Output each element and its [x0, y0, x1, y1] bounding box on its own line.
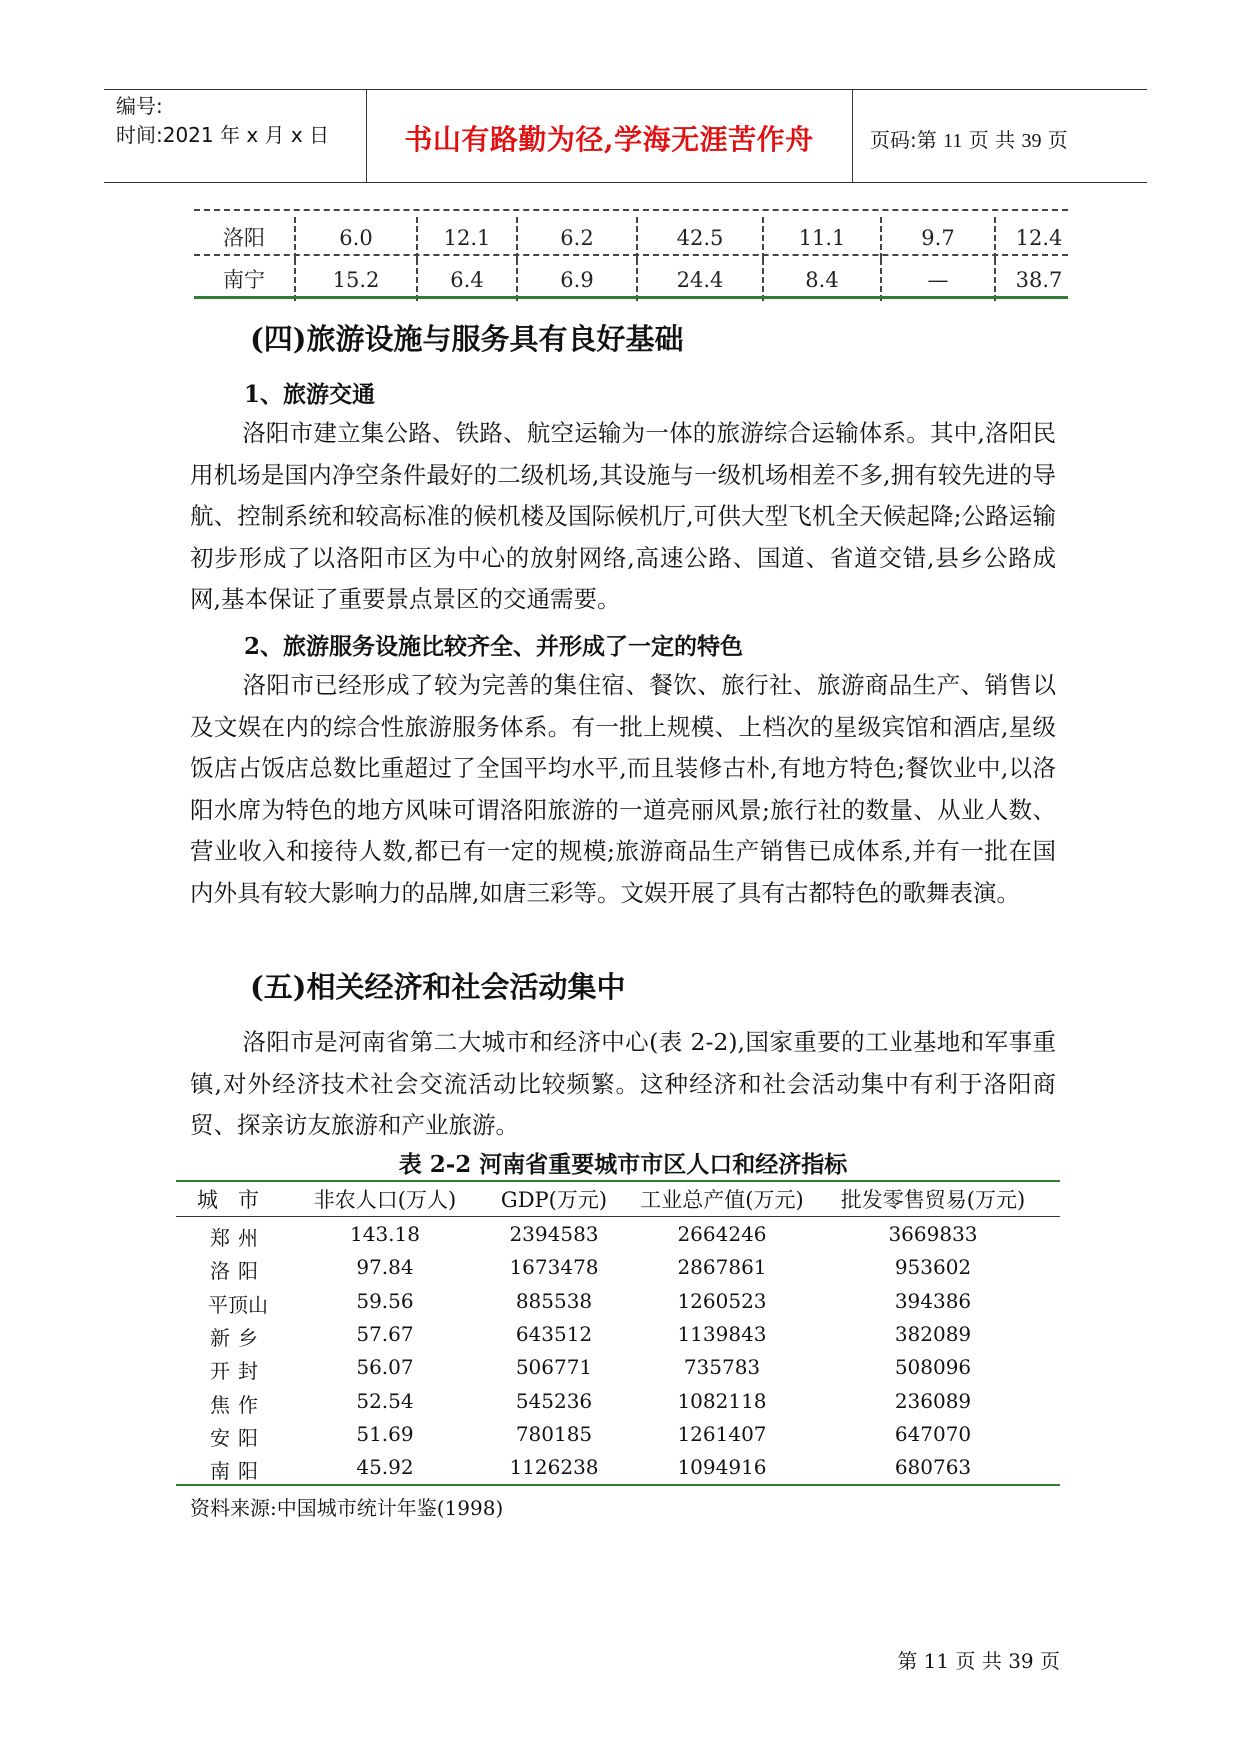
- prev-table-cell: 11.1: [762, 217, 880, 259]
- table-cell: 1139843: [677, 1321, 767, 1346]
- table-cell: 1260523: [677, 1288, 767, 1313]
- prev-table-cell: 6.9: [516, 259, 636, 301]
- section4-paragraph-1-text: 洛阳市建立集公路、铁路、航空运输为一体的旅游综合运输体系。其中,洛阳民用机场是国内净空条件最好的二级机场,其设施与一级机场相差不多,拥有较先进的导航、控制系统和较高标准的候机楼及国际候机厅,可供大型飞机全天候起降;公路运输初步形成了以洛阳市区为中心的放射网络,高速公路、国道、省道交错,县乡公路成网,基本保证了重要景点景区的交通需要。: [190, 419, 1056, 613]
- table-cell: 394386: [894, 1288, 972, 1313]
- table-cell: 3669833: [888, 1222, 978, 1246]
- table-city-cell: 安阳: [210, 1425, 266, 1450]
- prev-table-cell: 6.2: [516, 217, 636, 259]
- page-footer: 第 11 页 共 39 页: [897, 1649, 1060, 1673]
- section4-subtitle-1: 1、旅游交通: [244, 381, 376, 408]
- page-prefix: 页码:第: [870, 128, 944, 152]
- section4-subtitle-2: 2、旅游服务设施比较齐全、并形成了一定的特色: [244, 633, 744, 660]
- table-cell: 2394583: [509, 1222, 599, 1246]
- section5-title: (五)相关经济和社会活动集中: [250, 970, 626, 1004]
- prev-table-cell: 12.1: [416, 217, 516, 259]
- table-header-population: 非农人口(万人): [313, 1188, 457, 1212]
- table-city-cell: 开封: [210, 1359, 266, 1384]
- prev-table-city-cell: 南宁: [223, 268, 265, 292]
- prev-table-cell: 6.0: [294, 217, 416, 259]
- table-city-cell: 平顶山: [208, 1292, 268, 1317]
- prev-table-cell: 42.5: [636, 217, 762, 259]
- table-header-retail: 批发零售贸易(万元): [840, 1188, 1026, 1212]
- table-cell: 1082118: [677, 1388, 767, 1413]
- header-id-label: 编号:: [116, 94, 163, 118]
- table-cell: 236089: [894, 1388, 972, 1413]
- header-top-rule: [104, 89, 1147, 90]
- table-header-city: 城市: [197, 1188, 279, 1212]
- table-cell: 51.69: [356, 1421, 414, 1446]
- page-total: 39: [1021, 130, 1042, 152]
- table-city-cell: 焦作: [210, 1392, 266, 1417]
- table-cell: 780185: [515, 1421, 593, 1446]
- prev-table-cell: 24.4: [636, 259, 762, 301]
- table-header-row: [176, 1184, 1060, 1214]
- table-cell: 1094916: [677, 1455, 767, 1480]
- table-header-gdp: GDP(万元): [500, 1188, 608, 1212]
- table-row: [176, 1222, 1060, 1251]
- table-cell: 143.18: [350, 1222, 420, 1246]
- section5-paragraph-1: [190, 1022, 1056, 1147]
- table-row: [176, 1389, 1060, 1418]
- table-city-cell: 洛阳: [210, 1259, 266, 1284]
- table-cell: 506771: [515, 1355, 593, 1380]
- page-mid: 页 共: [962, 128, 1022, 152]
- prev-table-cell: 8.4: [762, 259, 880, 301]
- table-header-industry: 工业总产值(万元): [640, 1188, 804, 1212]
- table-row: [176, 1289, 1060, 1318]
- table-cell: 2867861: [677, 1255, 767, 1280]
- table-cell: 382089: [894, 1321, 972, 1346]
- prev-table-row: [194, 217, 1082, 259]
- table-source-note: 资料来源:中国城市统计年鉴(1998): [190, 1496, 504, 1520]
- table-top-rule: [176, 1180, 1060, 1182]
- table-cell: 545236: [515, 1388, 593, 1413]
- header-motto: 书山有路勤为径,学海无涯苦作舟: [404, 123, 814, 156]
- table-city-cell: 新乡: [210, 1325, 266, 1350]
- table-cell: 52.54: [356, 1388, 414, 1413]
- page-number: 11: [943, 130, 963, 152]
- table-row: [176, 1355, 1060, 1384]
- section4-title: (四)旅游设施与服务具有良好基础: [250, 322, 684, 356]
- table-city-cell: 郑州: [210, 1226, 266, 1250]
- section4-paragraph-1: [190, 413, 1056, 621]
- prev-table-cell: —: [880, 259, 994, 301]
- prev-table-city-cell: 洛阳: [223, 226, 265, 250]
- prev-table-cell: 15.2: [294, 259, 416, 301]
- table-cell: 1673478: [509, 1255, 599, 1280]
- table-cell: 2664246: [677, 1222, 767, 1246]
- table-cell: 1261407: [677, 1421, 767, 1446]
- header-meta: [116, 92, 361, 150]
- page-suffix: 页: [1041, 128, 1068, 152]
- table-cell: 57.67: [356, 1321, 414, 1346]
- prev-table-cell: 12.4: [994, 217, 1082, 259]
- prev-table-dash-top: [194, 209, 1068, 211]
- table-cell: 953602: [894, 1255, 972, 1280]
- table-cell: 680763: [894, 1455, 972, 1480]
- table-row: [176, 1422, 1060, 1451]
- header-time-label: 时间:2021 年 x 月 x 日: [116, 123, 330, 147]
- table-cell: 508096: [894, 1355, 972, 1380]
- table-row: [176, 1322, 1060, 1351]
- table-cell: 885538: [515, 1288, 593, 1313]
- table-cell: 97.84: [356, 1255, 414, 1280]
- header-divider-right: [852, 89, 853, 182]
- table-cell: 45.92: [356, 1455, 414, 1480]
- section4-paragraph-2: [190, 665, 1056, 914]
- table-row: [176, 1255, 1060, 1284]
- table-header-rule: [176, 1216, 1060, 1217]
- table-cell: 59.56: [356, 1288, 414, 1313]
- table-cell: 1126238: [509, 1455, 599, 1480]
- table-cell: 735783: [683, 1355, 761, 1380]
- section5-paragraph-1-text: 洛阳市是河南省第二大城市和经济中心(表 2-2),国家重要的工业基地和军事重镇,对外经济技术社会交流活动比较频繁。这种经济和社会活动集中有利于洛阳商贸、探亲访友旅游和产业旅游。: [190, 1028, 1056, 1139]
- prev-table-bottom-rule: [194, 296, 1068, 299]
- prev-table-cell: 38.7: [994, 259, 1082, 301]
- table-cell: 643512: [515, 1321, 593, 1346]
- prev-table-cell: 6.4: [416, 259, 516, 301]
- table-cell: 56.07: [356, 1355, 414, 1380]
- table-caption: 表 2-2 河南省重要城市市区人口和经济指标: [398, 1151, 848, 1178]
- table-cell: 647070: [894, 1421, 972, 1446]
- table-city-cell: 南阳: [210, 1459, 266, 1484]
- section4-paragraph-2-text: 洛阳市已经形成了较为完善的集住宿、餐饮、旅行社、旅游商品生产、销售以及文娱在内的综合性旅游服务体系。有一批上规模、上档次的星级宾馆和酒店,星级饭店占饭店总数比重超过了全国平均水平,而且装修古朴,有地方特色;餐饮业中,以洛阳水席为特色的地方风味可谓洛阳旅游的一道亮丽风景;旅行社的数量、从业人数、营业收入和接待人数,都已有一定的规模;旅游商品生产销售已成体系,并有一批在国内外具有较大影响力的品牌,如唐三彩等。文娱开展了具有古都特色的歌舞表演。: [190, 671, 1056, 907]
- prev-table-cell: 9.7: [880, 217, 994, 259]
- header-bottom-rule: [104, 182, 1147, 183]
- table-bottom-rule: [176, 1484, 1060, 1486]
- prev-table-row: [194, 259, 1082, 301]
- header-page-indicator: [870, 124, 1068, 153]
- table-row: [176, 1455, 1060, 1484]
